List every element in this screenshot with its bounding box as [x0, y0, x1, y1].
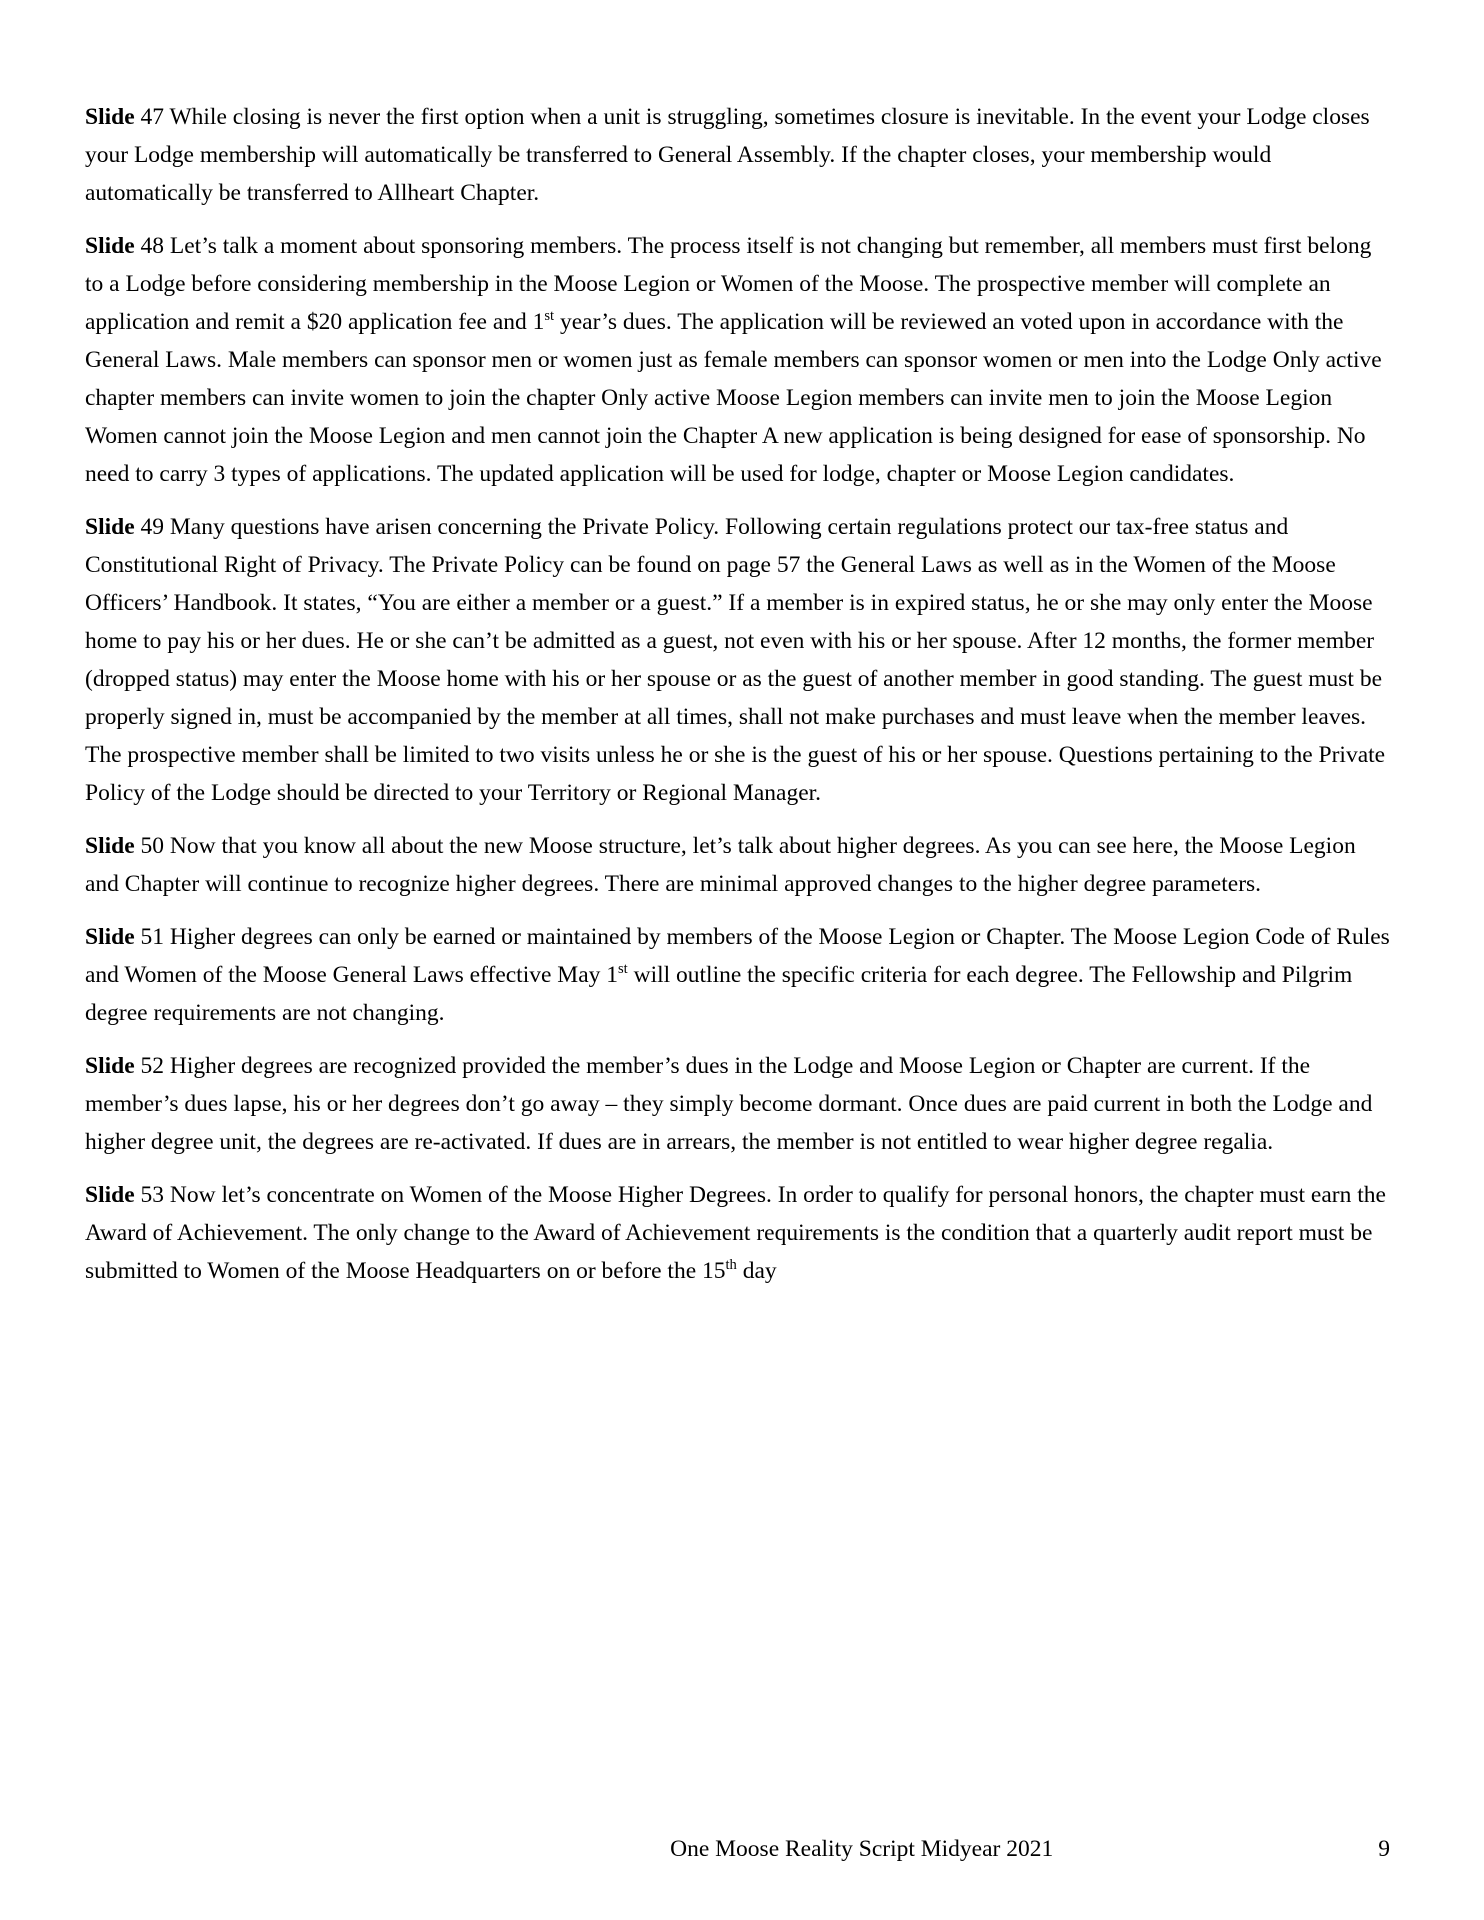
paragraph: [85, 98, 1390, 212]
paragraph: [85, 918, 1390, 1032]
paragraph: [85, 227, 1390, 493]
superscript-text: st: [544, 308, 555, 325]
superscript-text: st: [618, 961, 628, 978]
document-body: [85, 98, 1390, 1290]
slide-label: Slide: [85, 104, 135, 130]
footer-title: One Moose Reality Script Midyear 2021: [670, 1836, 1054, 1862]
paragraph: [85, 827, 1390, 903]
slide-label: Slide: [85, 233, 135, 259]
superscript-text: th: [725, 1257, 737, 1274]
paragraph-text: will outline the specific criteria for each degree. The Fellowship and Pilgrim degree requirements are not changing.: [85, 962, 1353, 1026]
paragraph-text: day: [736, 1258, 777, 1284]
slide-label: Slide: [85, 514, 135, 540]
page-footer: [85, 1830, 1390, 1868]
slide-label: Slide: [85, 1182, 135, 1208]
footer-page-number: 9: [1378, 1836, 1390, 1862]
paragraph: [85, 1047, 1390, 1161]
slide-label: Slide: [85, 1053, 135, 1079]
paragraph: [85, 508, 1390, 812]
paragraph-text: 53 Now let’s concentrate on Women of the Moose Higher Degrees. In order to qualify for personal honors, the chapter must earn the Award of Achievement. The only change to the Award of Achievement requirements is the condition that a quarterly audit report must be submitted to Women of the Moose Headquarters on or before the 15: [85, 1182, 1386, 1284]
paragraph-text: 52 Higher degrees are recognized provided the member’s dues in the Lodge and Moose Legion or Chapter are current. If the member’s dues lapse, his or her degrees don’t go away – they simply become dormant. Once dues are paid current in both the Lodge and higher degree unit, the degrees are re-activated. If dues are in arrears, the member is not entitled to wear higher degree regalia.: [85, 1053, 1373, 1155]
paragraph-text: 47 While closing is never the first option when a unit is struggling, sometimes closure is inevitable. In the event your Lodge closes your Lodge membership will automatically be transferred to General Assembly. If the chapter closes, your membership would automatically be transferred to Allheart Chapter.: [85, 104, 1370, 206]
paragraph-text: year’s dues. The application will be reviewed an voted upon in accordance with the General Laws. Male members can sponsor men or women just as female members can sponsor women or men into the Lodge Only active chapter members can invite women to join the chapter Only active Moose Legion members can invite men to join the Moose Legion Women cannot join the Moose Legion and men cannot join the Chapter A new application is being designed for ease of sponsorship. No need to carry 3 types of applications. The updated application will be used for lodge, chapter or Moose Legion candidates.: [85, 309, 1382, 487]
paragraph-text: 51 Higher degrees can only be earned or maintained by members of the Moose Legion or Chapter. The Moose Legion Code of Rules and Women of the Moose General Laws effective May 1: [85, 924, 1390, 988]
paragraph-text: 48 Let’s talk a moment about sponsoring members. The process itself is not changing but remember, all members must first belong to a Lodge before considering membership in the Moose Legion or Women of the Moose. The prospective member will complete an application and remit a $20 application fee and 1: [85, 233, 1372, 335]
paragraph: [85, 1176, 1390, 1290]
paragraph-text: 49 Many questions have arisen concerning the Private Policy. Following certain regulations protect our tax-free status and Constitutional Right of Privacy. The Private Policy can be found on page 57 the General Laws as well as in the Women of the Moose Officers’ Handbook. It states, “You are either a member or a guest.” If a member is in expired status, he or she may only enter the Moose home to pay his or her dues. He or she can’t be admitted as a guest, not even with his or her spouse. After 12 months, the former member (dropped status) may enter the Moose home with his or her spouse or as the guest of another member in good standing. The guest must be properly signed in, must be accompanied by the member at all times, shall not make purchases and must leave when the member leaves. The prospective member shall be limited to two visits unless he or she is the guest of his or her spouse. Questions pertaining to the Private Policy of the Lodge should be directed to your Territory or Regional Manager.: [85, 514, 1386, 806]
paragraph-text: 50 Now that you know all about the new Moose structure, let’s talk about higher degrees. As you can see here, the Moose Legion and Chapter will continue to recognize higher degrees. There are minimal approved changes to the higher degree parameters.: [85, 833, 1356, 897]
slide-label: Slide: [85, 924, 135, 950]
slide-label: Slide: [85, 833, 135, 859]
